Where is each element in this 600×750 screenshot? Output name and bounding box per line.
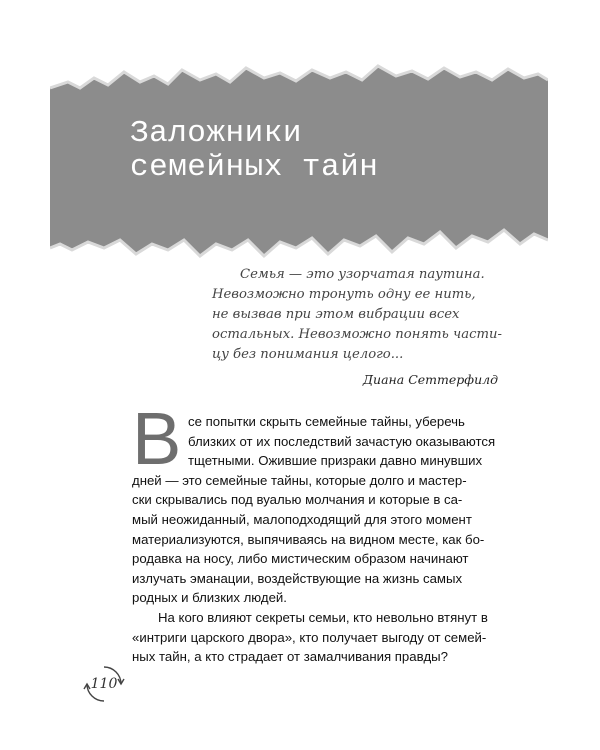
epigraph-line: Семья — это узорчатая паутина. xyxy=(240,267,485,282)
body-line: материализуются, выпячиваясь на видном месте, как бо- xyxy=(132,531,485,547)
body-line: излучать эманации, воздействующие на жизнь самых xyxy=(132,570,463,586)
body-line: родных и близких людей. xyxy=(132,590,287,606)
body-line: «интриги царского двора», кто получает выгоду от семей- xyxy=(132,629,487,645)
body-line: мый неожиданный, малоподходящий для этого момент xyxy=(132,511,472,527)
body-line: ных тайн, а кто страдает от замалчивания правды? xyxy=(132,649,448,665)
body-line: се попытки скрыть семейные тайны, уберечь xyxy=(188,414,465,429)
body-line: родавка на носу, либо мистическим образом начинают xyxy=(132,551,469,567)
body-line: На кого влияют секреты семьи, кто невольно втянут в xyxy=(158,609,488,625)
body-text xyxy=(132,412,502,667)
epigraph xyxy=(212,265,502,365)
epigraph-line: остальных. Невозможно понять части- xyxy=(212,327,502,342)
body-line: дней — это семейные тайны, которые долго и мастер- xyxy=(132,472,467,488)
body-line: близких от их последствий зачастую оказываются xyxy=(188,433,496,449)
epigraph-line: цу без понимания целого... xyxy=(212,347,404,362)
chapter-title-line-1: Заложники xyxy=(130,116,302,151)
chapter-title-line-2: семейных тайн xyxy=(130,150,379,185)
body-line: ски скрывались под вуалью молчания и которые в са- xyxy=(132,492,463,508)
epigraph-line: Невозможно тронуть одну ее нить, xyxy=(212,287,476,302)
body-line: тщетными. Ожившие призраки давно минувших xyxy=(188,453,483,469)
drop-cap: В xyxy=(132,397,182,480)
page-number: 110 xyxy=(90,676,118,692)
chapter-title xyxy=(130,117,378,185)
epigraph-line: не вызвав при этом вибрации всех xyxy=(212,307,460,322)
page-number-badge xyxy=(82,662,126,706)
epigraph-author: Диана Сеттерфилд xyxy=(362,372,498,387)
